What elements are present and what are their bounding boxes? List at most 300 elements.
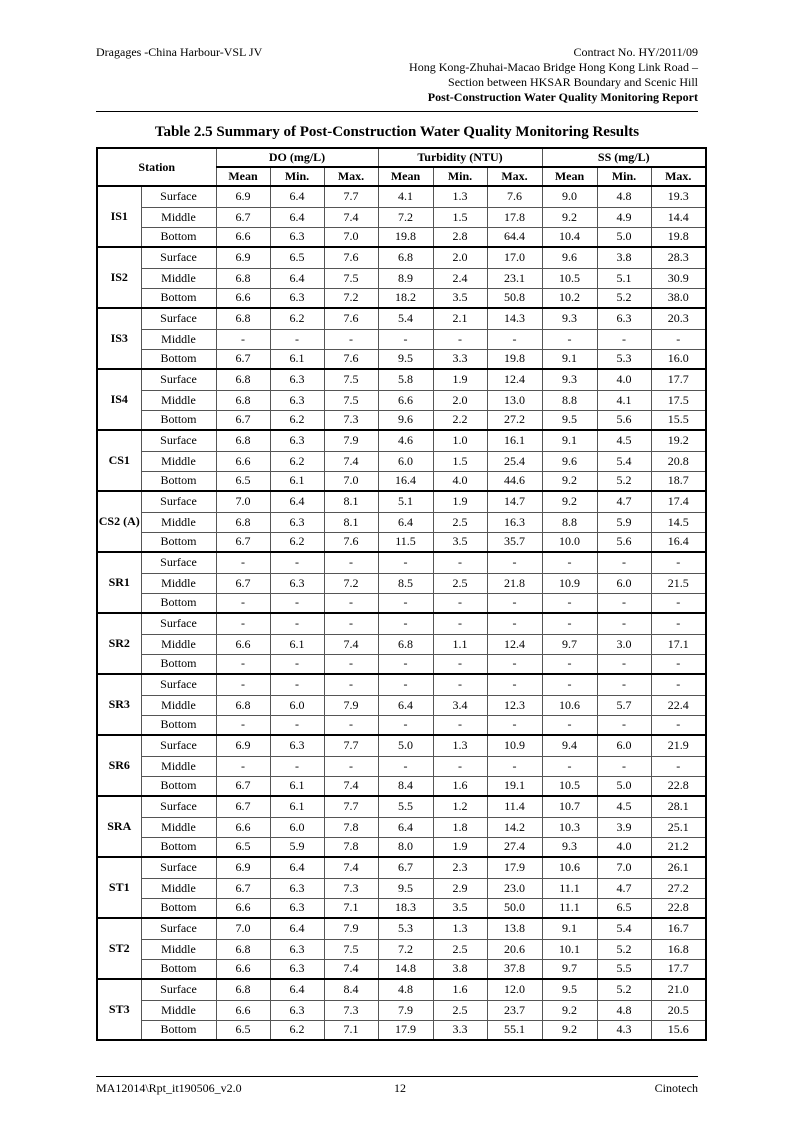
table-row [97, 410, 706, 430]
value-cell: 4.5 [597, 796, 651, 817]
value-cell: 6.7 [216, 776, 270, 796]
value-cell: - [216, 329, 270, 349]
value-cell: 10.5 [542, 268, 597, 288]
table-row [97, 329, 706, 349]
depth-label: Bottom [141, 837, 216, 857]
value-cell: 7.7 [324, 186, 378, 207]
value-cell: 10.6 [542, 695, 597, 715]
value-cell: 7.3 [324, 878, 378, 898]
value-cell: - [324, 552, 378, 573]
value-cell: - [487, 552, 542, 573]
value-cell: 8.4 [324, 979, 378, 1000]
value-cell: 7.7 [324, 796, 378, 817]
value-cell: 6.5 [270, 247, 324, 268]
value-cell: - [487, 329, 542, 349]
value-cell: 10.2 [542, 288, 597, 308]
value-cell: 14.3 [487, 308, 542, 329]
value-cell: - [433, 756, 487, 776]
value-cell: 13.0 [487, 390, 542, 410]
value-cell: 6.8 [216, 308, 270, 329]
value-cell: 9.7 [542, 634, 597, 654]
value-cell: 1.0 [433, 430, 487, 451]
value-cell: 4.0 [597, 837, 651, 857]
value-cell: 16.0 [651, 349, 706, 369]
value-cell: 6.8 [216, 979, 270, 1000]
subheader-min: Min. [433, 167, 487, 186]
value-cell: 10.0 [542, 532, 597, 552]
station-name: ST1 [97, 857, 141, 918]
value-cell: 6.6 [216, 817, 270, 837]
value-cell: 28.3 [651, 247, 706, 268]
value-cell: 20.3 [651, 308, 706, 329]
table-row [97, 735, 706, 756]
value-cell: 17.5 [651, 390, 706, 410]
value-cell: 4.3 [597, 1020, 651, 1040]
value-cell: 21.0 [651, 979, 706, 1000]
value-cell: 1.1 [433, 634, 487, 654]
value-cell: 6.5 [216, 837, 270, 857]
value-cell: - [597, 715, 651, 735]
value-cell: 6.7 [216, 532, 270, 552]
value-cell: 6.2 [270, 308, 324, 329]
header-project-line1: Hong Kong-Zhuhai-Macao Bridge Hong Kong Link Road – [409, 60, 698, 74]
value-cell: - [542, 552, 597, 573]
value-cell: 7.0 [324, 227, 378, 247]
value-cell: 6.9 [216, 735, 270, 756]
value-cell: 9.3 [542, 369, 597, 390]
value-cell: 7.2 [324, 288, 378, 308]
value-cell: 6.5 [216, 471, 270, 491]
value-cell: 6.3 [597, 308, 651, 329]
value-cell: 4.7 [597, 878, 651, 898]
station-name: ST2 [97, 918, 141, 979]
value-cell: 5.6 [597, 410, 651, 430]
depth-label: Middle [141, 390, 216, 410]
value-cell: 6.7 [216, 796, 270, 817]
value-cell: 3.5 [433, 532, 487, 552]
value-cell: 5.9 [597, 512, 651, 532]
value-cell: - [216, 613, 270, 634]
value-cell: 6.4 [378, 695, 433, 715]
table-row [97, 837, 706, 857]
value-cell: 6.4 [270, 491, 324, 512]
value-cell: - [324, 593, 378, 613]
value-cell: 14.7 [487, 491, 542, 512]
value-cell: 27.2 [487, 410, 542, 430]
subheader-max: Max. [487, 167, 542, 186]
value-cell: 14.4 [651, 207, 706, 227]
value-cell: 1.6 [433, 776, 487, 796]
value-cell: 16.1 [487, 430, 542, 451]
value-cell: 9.5 [378, 349, 433, 369]
value-cell: 23.0 [487, 878, 542, 898]
depth-label: Surface [141, 674, 216, 695]
value-cell: 14.5 [651, 512, 706, 532]
value-cell: 17.9 [378, 1020, 433, 1040]
value-cell: 6.8 [216, 695, 270, 715]
value-cell: 9.2 [542, 207, 597, 227]
table-row [97, 634, 706, 654]
value-cell: 10.1 [542, 939, 597, 959]
depth-label: Bottom [141, 654, 216, 674]
value-cell: 9.6 [378, 410, 433, 430]
value-cell: 16.8 [651, 939, 706, 959]
depth-label: Surface [141, 247, 216, 268]
value-cell: 9.7 [542, 959, 597, 979]
depth-label: Surface [141, 735, 216, 756]
value-cell: 50.0 [487, 898, 542, 918]
depth-label: Bottom [141, 715, 216, 735]
value-cell: 5.3 [597, 349, 651, 369]
value-cell: 1.5 [433, 451, 487, 471]
value-cell: 19.8 [378, 227, 433, 247]
value-cell: 4.6 [378, 430, 433, 451]
value-cell: 10.4 [542, 227, 597, 247]
value-cell: 7.0 [216, 918, 270, 939]
value-cell: 7.0 [324, 471, 378, 491]
depth-label: Middle [141, 329, 216, 349]
depth-label: Surface [141, 308, 216, 329]
value-cell: 7.0 [597, 857, 651, 878]
value-cell: 6.6 [216, 1000, 270, 1020]
value-cell: 2.0 [433, 390, 487, 410]
value-cell: 2.5 [433, 512, 487, 532]
table-row [97, 369, 706, 390]
value-cell: - [651, 756, 706, 776]
depth-label: Bottom [141, 471, 216, 491]
value-cell: 11.1 [542, 878, 597, 898]
value-cell: 17.0 [487, 247, 542, 268]
value-cell: 17.4 [651, 491, 706, 512]
value-cell: 6.3 [270, 898, 324, 918]
depth-label: Bottom [141, 227, 216, 247]
value-cell: 7.2 [378, 207, 433, 227]
value-cell: - [270, 593, 324, 613]
depth-label: Middle [141, 268, 216, 288]
value-cell: - [542, 674, 597, 695]
value-cell: 6.4 [270, 857, 324, 878]
value-cell: 9.2 [542, 1020, 597, 1040]
depth-label: Middle [141, 634, 216, 654]
table-row [97, 308, 706, 329]
value-cell: 6.6 [216, 898, 270, 918]
value-cell: 7.6 [324, 349, 378, 369]
value-cell: - [487, 613, 542, 634]
table-row [97, 512, 706, 532]
value-cell: 14.8 [378, 959, 433, 979]
value-cell: 19.2 [651, 430, 706, 451]
value-cell: 6.3 [270, 227, 324, 247]
value-cell: 2.8 [433, 227, 487, 247]
value-cell: - [597, 552, 651, 573]
value-cell: 6.7 [216, 878, 270, 898]
value-cell: 6.8 [216, 369, 270, 390]
value-cell: - [216, 593, 270, 613]
value-cell: 6.6 [216, 959, 270, 979]
value-cell: 7.6 [324, 532, 378, 552]
value-cell: 7.7 [324, 735, 378, 756]
value-cell: 1.3 [433, 186, 487, 207]
station-name: SRA [97, 796, 141, 857]
value-cell: 1.9 [433, 369, 487, 390]
value-cell: 6.3 [270, 959, 324, 979]
value-cell: 2.1 [433, 308, 487, 329]
value-cell: 4.0 [597, 369, 651, 390]
header-block [278, 45, 698, 105]
value-cell: 3.3 [433, 1020, 487, 1040]
depth-label: Middle [141, 512, 216, 532]
value-cell: 7.4 [324, 776, 378, 796]
value-cell: 19.8 [487, 349, 542, 369]
table-row [97, 227, 706, 247]
value-cell: 23.7 [487, 1000, 542, 1020]
table-row [97, 1000, 706, 1020]
group-header-ss: SS (mg/L) [542, 148, 706, 167]
table-row [97, 674, 706, 695]
table-row [97, 247, 706, 268]
depth-label: Bottom [141, 288, 216, 308]
value-cell: - [433, 674, 487, 695]
value-cell: - [651, 674, 706, 695]
depth-label: Bottom [141, 959, 216, 979]
value-cell: 7.9 [324, 918, 378, 939]
value-cell: 12.4 [487, 369, 542, 390]
value-cell: 16.4 [651, 532, 706, 552]
value-cell: 5.7 [597, 695, 651, 715]
depth-label: Bottom [141, 593, 216, 613]
value-cell: 5.0 [597, 227, 651, 247]
value-cell: - [542, 613, 597, 634]
value-cell: 6.1 [270, 634, 324, 654]
value-cell: - [270, 613, 324, 634]
value-cell: 6.2 [270, 451, 324, 471]
value-cell: - [597, 593, 651, 613]
value-cell: 4.1 [378, 186, 433, 207]
value-cell: 11.5 [378, 532, 433, 552]
value-cell: 4.7 [597, 491, 651, 512]
value-cell: 11.4 [487, 796, 542, 817]
value-cell: - [378, 715, 433, 735]
depth-label: Middle [141, 1000, 216, 1020]
value-cell: - [378, 593, 433, 613]
value-cell: - [324, 613, 378, 634]
value-cell: 5.1 [597, 268, 651, 288]
value-cell: 4.8 [597, 1000, 651, 1020]
station-name: IS3 [97, 308, 141, 369]
value-cell: 18.7 [651, 471, 706, 491]
value-cell: - [487, 715, 542, 735]
value-cell: 8.4 [378, 776, 433, 796]
value-cell: - [216, 654, 270, 674]
value-cell: 9.5 [542, 410, 597, 430]
header-divider [96, 111, 698, 112]
table-row [97, 268, 706, 288]
value-cell: - [270, 654, 324, 674]
value-cell: 21.5 [651, 573, 706, 593]
value-cell: 1.3 [433, 918, 487, 939]
table-row [97, 918, 706, 939]
value-cell: 8.1 [324, 512, 378, 532]
table-header [97, 148, 706, 186]
value-cell: 18.2 [378, 288, 433, 308]
value-cell: 18.3 [378, 898, 433, 918]
value-cell: 6.0 [597, 735, 651, 756]
value-cell: 6.4 [270, 979, 324, 1000]
depth-label: Surface [141, 613, 216, 634]
table-row [97, 430, 706, 451]
value-cell: 20.6 [487, 939, 542, 959]
value-cell: 1.8 [433, 817, 487, 837]
value-cell: 5.9 [270, 837, 324, 857]
station-name: SR2 [97, 613, 141, 674]
depth-label: Middle [141, 573, 216, 593]
value-cell: 3.4 [433, 695, 487, 715]
depth-label: Surface [141, 369, 216, 390]
value-cell: 3.9 [597, 817, 651, 837]
value-cell: - [487, 756, 542, 776]
value-cell: 12.0 [487, 979, 542, 1000]
value-cell: 6.5 [216, 1020, 270, 1040]
station-header: Station [97, 148, 216, 186]
value-cell: 7.4 [324, 207, 378, 227]
value-cell: 7.3 [324, 1000, 378, 1020]
subheader-max: Max. [651, 167, 706, 186]
value-cell: 8.1 [324, 491, 378, 512]
value-cell: - [597, 613, 651, 634]
footer-doc-ref: MA12014\Rpt_it190506_v2.0 [96, 1081, 242, 1095]
value-cell: 16.3 [487, 512, 542, 532]
value-cell: - [324, 329, 378, 349]
value-cell: 6.3 [270, 369, 324, 390]
value-cell: 12.4 [487, 634, 542, 654]
depth-label: Middle [141, 756, 216, 776]
depth-label: Bottom [141, 410, 216, 430]
value-cell: - [542, 654, 597, 674]
value-cell: - [270, 552, 324, 573]
value-cell: - [597, 674, 651, 695]
value-cell: - [270, 674, 324, 695]
value-cell: 12.3 [487, 695, 542, 715]
footer-divider [96, 1076, 698, 1077]
value-cell: 6.8 [216, 390, 270, 410]
value-cell: 4.8 [378, 979, 433, 1000]
table-row [97, 654, 706, 674]
value-cell: 11.1 [542, 898, 597, 918]
value-cell: 9.1 [542, 349, 597, 369]
depth-label: Bottom [141, 349, 216, 369]
value-cell: 7.9 [324, 695, 378, 715]
value-cell: 6.7 [216, 573, 270, 593]
value-cell: - [651, 654, 706, 674]
value-cell: 9.1 [542, 918, 597, 939]
value-cell: 6.6 [216, 451, 270, 471]
subheader-min: Min. [270, 167, 324, 186]
value-cell: 6.3 [270, 512, 324, 532]
value-cell: 15.6 [651, 1020, 706, 1040]
station-name: IS1 [97, 186, 141, 247]
value-cell: 6.9 [216, 186, 270, 207]
value-cell: 3.0 [597, 634, 651, 654]
value-cell: 6.0 [270, 695, 324, 715]
table-row [97, 939, 706, 959]
value-cell: - [378, 552, 433, 573]
group-header-turbidity: Turbidity (NTU) [378, 148, 542, 167]
station-name: SR3 [97, 674, 141, 735]
page-number: 12 [394, 1081, 406, 1095]
value-cell: - [433, 654, 487, 674]
value-cell: 6.7 [216, 349, 270, 369]
value-cell: 6.7 [378, 857, 433, 878]
value-cell: 7.5 [324, 369, 378, 390]
value-cell: 6.4 [378, 817, 433, 837]
value-cell: 30.9 [651, 268, 706, 288]
value-cell: 10.3 [542, 817, 597, 837]
depth-label: Middle [141, 695, 216, 715]
table-row [97, 817, 706, 837]
value-cell: 10.9 [542, 573, 597, 593]
value-cell: 14.2 [487, 817, 542, 837]
value-cell: 4.0 [433, 471, 487, 491]
value-cell: - [378, 654, 433, 674]
value-cell: 21.2 [651, 837, 706, 857]
value-cell: 3.8 [433, 959, 487, 979]
value-cell: 23.1 [487, 268, 542, 288]
table-row [97, 532, 706, 552]
value-cell: 2.2 [433, 410, 487, 430]
value-cell: 1.9 [433, 491, 487, 512]
value-cell: 50.8 [487, 288, 542, 308]
value-cell: 6.2 [270, 1020, 324, 1040]
value-cell: 26.1 [651, 857, 706, 878]
value-cell: 6.4 [270, 207, 324, 227]
value-cell: 6.7 [216, 207, 270, 227]
value-cell: - [542, 715, 597, 735]
group-header-do: DO (mg/L) [216, 148, 378, 167]
value-cell: 2.3 [433, 857, 487, 878]
value-cell: 22.8 [651, 776, 706, 796]
value-cell: - [324, 756, 378, 776]
value-cell: 27.4 [487, 837, 542, 857]
value-cell: 5.0 [378, 735, 433, 756]
value-cell: 9.2 [542, 1000, 597, 1020]
value-cell: 6.3 [270, 573, 324, 593]
value-cell: 7.2 [378, 939, 433, 959]
value-cell: 6.9 [216, 247, 270, 268]
value-cell: 6.7 [216, 410, 270, 430]
value-cell: 17.1 [651, 634, 706, 654]
value-cell: 4.1 [597, 390, 651, 410]
value-cell: - [433, 552, 487, 573]
value-cell: 7.1 [324, 898, 378, 918]
value-cell: 6.2 [270, 410, 324, 430]
value-cell: 6.6 [216, 634, 270, 654]
value-cell: 5.4 [597, 918, 651, 939]
value-cell: 6.4 [270, 918, 324, 939]
value-cell: 22.4 [651, 695, 706, 715]
value-cell: 1.9 [433, 837, 487, 857]
value-cell: 15.5 [651, 410, 706, 430]
value-cell: 9.3 [542, 837, 597, 857]
value-cell: 19.1 [487, 776, 542, 796]
station-name: CS2 (A) [97, 491, 141, 552]
station-name: IS4 [97, 369, 141, 430]
value-cell: 20.8 [651, 451, 706, 471]
value-cell: - [216, 715, 270, 735]
value-cell: 20.5 [651, 1000, 706, 1020]
table-row [97, 878, 706, 898]
table-row [97, 491, 706, 512]
depth-label: Bottom [141, 532, 216, 552]
